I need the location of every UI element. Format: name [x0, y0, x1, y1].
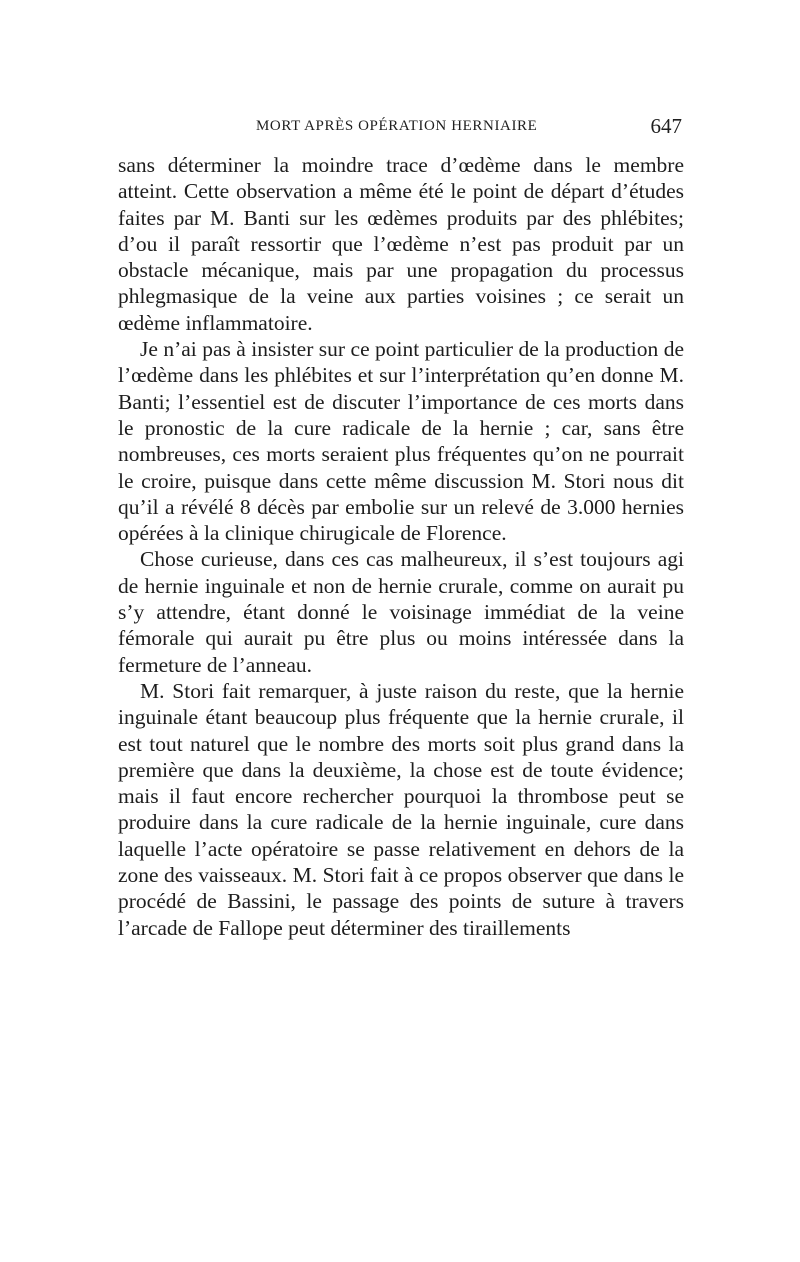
paragraph-2: Je n’ai pas à insister sur ce point particulier de la production de l’œdème dans les phlébites et sur l’interprétation qu’en donne M. Banti; l’essentiel est de discuter l’importance de ces morts dans le pronostic de la cure radicale de la hernie ; car, sans être nombreuses, ces morts seraient plus fréquentes qu’on ne pourrait le croire, puisque dans cette même discussion M. Stori nous dit qu’il a révélé 8 décès par embolie sur un relevé de 3.000 hernies opérées à la clinique chirugicale de Florence.: [118, 337, 684, 546]
running-title: MORT APRÈS OPÉRATION HERNIAIRE: [256, 118, 538, 134]
paragraph-4: M. Stori fait remarquer, à juste raison du reste, que la hernie inguinale étant beaucoup plus fréquente que la hernie crurale, il est tout naturel que le nombre des morts soit plus grand dans la première que dans la deuxième, la chose est de toute évidence; mais il faut encore rechercher pourquoi la thrombose peut se produire dans la cure radicale de la hernie inguinale, cure dans laquelle l’acte opératoire se passe relativement en dehors de la zone des vaisseaux. M. Stori fait à ce propos observer que dans le procédé de Bassini, le passage des points de suture à travers l’arcade de Fallope peut déterminer des tiraillements: [118, 678, 684, 940]
paragraph-1: sans déterminer la moindre trace d’œdème dans le membre atteint. Cette observation a même été le point de départ d’études faites par M. Banti sur les œdèmes produits par des phlébites; d’ou il paraît ressortir que l’œdème n’est pas produit par un obstacle mécanique, mais par une propagation du processus phlegmasique de la veine aux parties voisines ; ce serait un œdème inflammatoire.: [118, 153, 684, 335]
page-number: 647: [650, 114, 682, 138]
paragraph-3: Chose curieuse, dans ces cas malheureux, il s’est toujours agi de hernie inguinale et non de hernie crurale, comme on aurait pu s’y attendre, étant donné le voisinage immédiat de la veine fémorale qui aurait pu être plus ou moins intéressée dans la fermeture de l’anneau.: [118, 547, 684, 677]
body-text: [118, 152, 684, 941]
running-head: [118, 114, 684, 140]
